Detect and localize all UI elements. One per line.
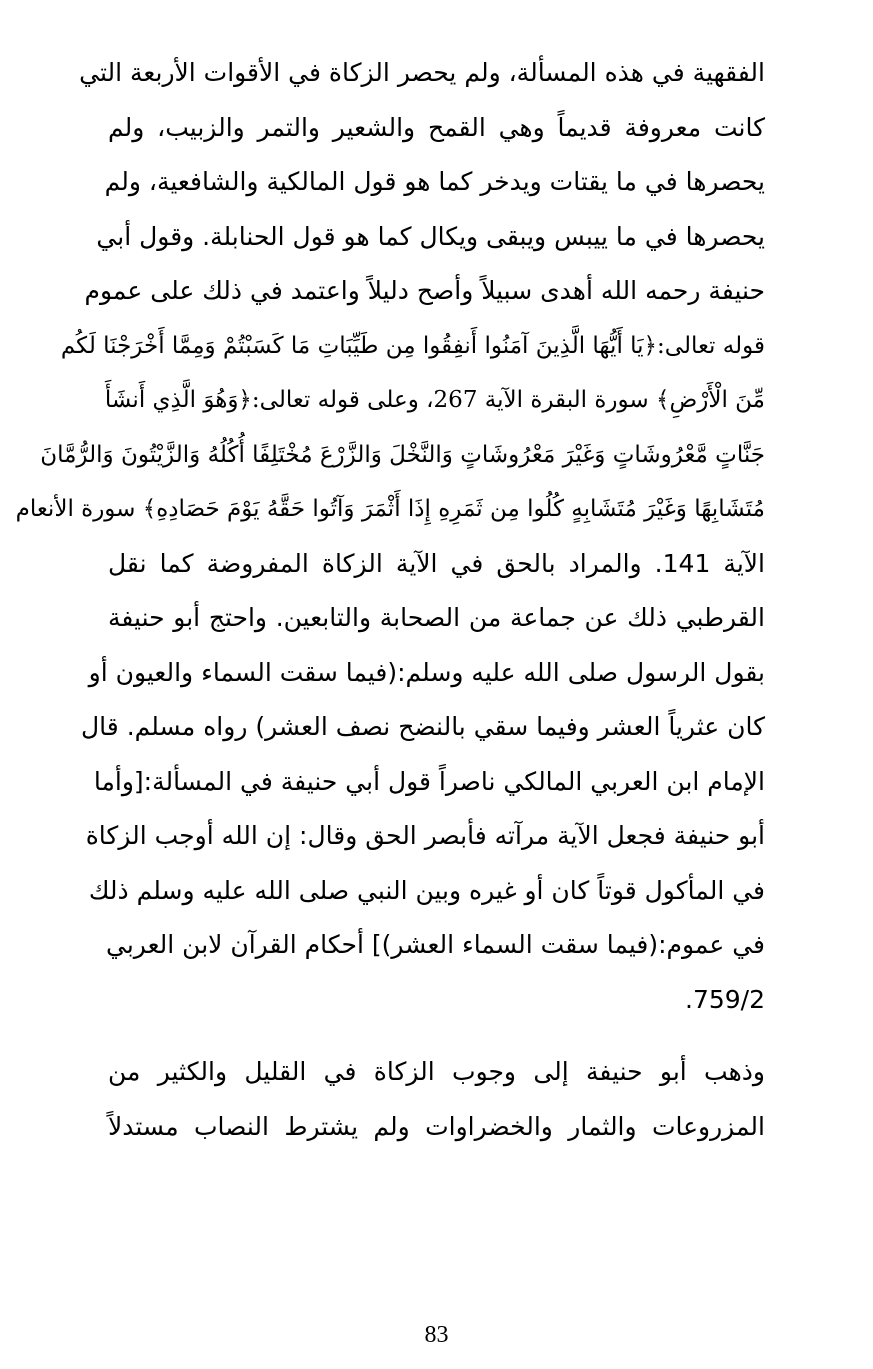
text-line: يحصرها في ما يقتات ويدخر كما هو قول المالكية والشافعية، ولم (104, 167, 765, 196)
page-number: 83 (424, 1322, 449, 1348)
text-line: الفقهية في هذه المسألة، ولم يحصر الزكاة في الأقوات الأربعة التي (79, 58, 765, 87)
text-line: كانت معروفة قديماً وهي القمح والشعير والتمر والزبيب، ولم (108, 112, 765, 142)
text-line: الإمام ابن العربي المالكي ناصراً قول أبي حنيفة في المسألة:[وأما (93, 766, 765, 796)
text-line: وذهب أبو حنيفة إلى وجوب الزكاة في القليل والكثير من (108, 1057, 765, 1086)
text-line: المزروعات والثمار والخضراوات ولم يشترط النصاب مستدلاً (108, 1111, 765, 1141)
text-line: في المأكول قوتاً كان أو غيره وبين النبي صلى الله عليه وسلم ذلك (88, 875, 765, 905)
text-line: حنيفة رحمه الله أهدى سبيلاً وأصح دليلاً واعتمد في ذلك على عموم (84, 276, 765, 305)
quran-verse-line: قوله تعالى:﴿يَا أَيُّهَا الَّذِينَ آمَنُوا أَنفِقُوا مِن طَيِّبَاتِ مَا كَسَبْتُمْ وَمِمَّا أَخْرَجْنَا لَكُم (60, 332, 765, 359)
text-line: يحصرها في ما ييبس ويبقى ويكال كما هو قول الحنابلة. وقول أبي (96, 221, 765, 251)
quran-verse-line: مُتَشَابِهًا وَغَيْرَ مُتَشَابِهٍ كُلُوا مِن ثَمَرِهِ إِذَا أَثْمَرَ وَآتُوا حَقَّهُ يَوْمَ حَصَادِهِ﴾ سورة الأنعام (15, 496, 765, 522)
quran-verse-line: جَنَّاتٍ مَّعْرُوشَاتٍ وَغَيْرَ مَعْرُوشَاتٍ وَالنَّخْلَ وَالزَّرْعَ مُخْتَلِفًا أُكُلُهُ وَالزَّيْتُونَ وَالرُّمَّانَ (40, 441, 765, 468)
text-line: القرطبي ذلك عن جماعة من الصحابة والتابعين. واحتج أبو حنيفة (108, 603, 765, 632)
paragraph-1 (15, 46, 765, 1027)
quran-verse-line: مِّنَ الْأَرْضِ﴾ سورة البقرة الآية 267، وعلى قوله تعالى:﴿وَهُوَ الَّذِي أَنشَأَ (104, 387, 765, 413)
text-line: كان عثرياً العشر وفيما سقي بالنضح نصف العشر) رواه مسلم. قال (81, 712, 765, 741)
text-line: 759/2. (685, 984, 765, 1014)
text-line: بقول الرسول صلى الله عليه وسلم:(فيما سقت السماء والعيون أو (88, 657, 765, 687)
paragraph-2 (108, 1045, 765, 1154)
text-line: أبو حنيفة فجعل الآية مرآته فأبصر الحق وقال: إن الله أوجب الزكاة (85, 821, 765, 850)
text-line: في عموم:(فيما سقت السماء العشر)] أحكام القرآن لابن العربي (106, 930, 765, 959)
text-line: الآية 141. والمراد بالحق في الآية الزكاة المفروضة كما نقل (108, 548, 765, 578)
